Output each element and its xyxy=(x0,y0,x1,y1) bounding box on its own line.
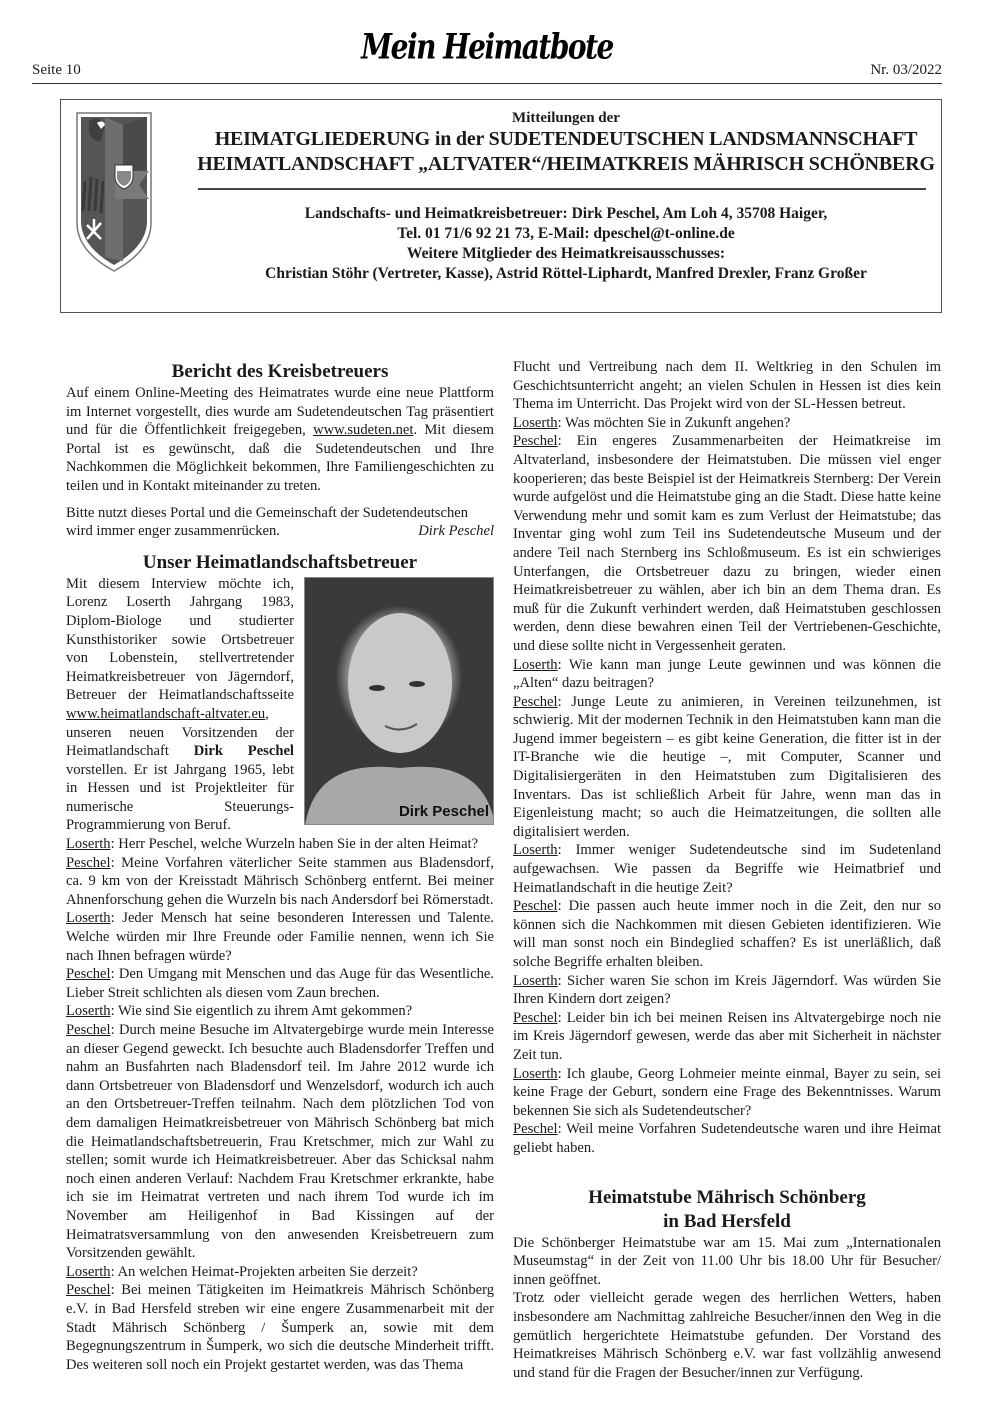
qa-item xyxy=(66,1281,494,1374)
org-title-line-1: HEIMATGLIEDERUNG in der SUDETENDEUTSCHEN LANDSMANNSCHAFT xyxy=(214,128,918,150)
qa-item xyxy=(66,835,494,854)
speaker: Loserth xyxy=(66,1263,111,1280)
contact-line-3: Weitere Mitglieder des Heimatkreisausschusses: xyxy=(406,244,726,262)
speaker: Loserth xyxy=(513,656,558,673)
heimatstube-paragraph-2: Trotz oder vielleicht gerade wegen des herrlichen Wetters, haben insbesondere am Nachmittag zahlreiche Besucher/innen den Weg in die gemütlich hergerichtete Heimatstube gefunden. Der Vorstand des Heimatkreises Mährisch Schönberg e.V. war fast vollzählig anwesend und stand für die Fragen der Besucher/innen zur Verfügung. xyxy=(513,1290,941,1381)
organization-info-box xyxy=(60,99,942,313)
text: . Mit diesem Portal ist es gewünscht, daß die Sudetendeutschen und Ihre Nachkommen die Möglichkeit bekommen, Ihre Familiengeschichten zu teilen und in Kontakt miteinander zu treten. xyxy=(66,422,494,494)
heimatstube-article xyxy=(513,1186,941,1383)
qa-item xyxy=(513,897,941,971)
text: : Bei meinen Tätigkeiten im Heimatkreis Mährisch Schönberg e.V. in Bad Hersfeld streben wir eine engere Zusammenarbeit mit der Stadt Mährisch Schönberg / Šumperk an, sowie mit dem Begegnungszentrum in Šumperk, wo sich die deutsche Minderheit trifft. Des weiteren soll noch ein Projekt gestartet werden, was das Thema xyxy=(66,1282,494,1373)
text: : Junge Leute zu animieren, in Vereinen teilzunehmen, ist schwierig. Mit der modernen Technik in den Heimatstuben kann man die Jugend immer begeistern – es gibt keine Generation, die fitter ist in der IT-Branche wie die heutige –, mit Computer, Scanner und Digitalisiergeräten in den Heimatstuben zum Digitalisieren des Inventars. Das ist schließlich Arbeit für Jahre, wenn man das in Eigenleistung macht; so auch die Heimatzeitungen, die sollten alle digitalisiert werden. xyxy=(513,693,941,840)
contact-line-1: Landschafts- und Heimatkreisbetreuer: Dirk Peschel, Am Loh 4, 35708 Haiger, xyxy=(304,204,828,222)
speaker: Loserth xyxy=(66,836,111,853)
issue-number: Nr. 03/2022 xyxy=(870,62,942,78)
qa-item xyxy=(513,1009,941,1065)
organization-text xyxy=(196,100,936,284)
article-heading-bericht: Bericht des Kreisbetreuers xyxy=(171,361,389,382)
qa-item xyxy=(513,1065,941,1121)
text: : Den Umgang mit Menschen und das Auge für das Wesentliche. Lieber Streit schlichten als diesen vom Zaun brechen. xyxy=(66,966,494,1001)
text: : Weil meine Vorfahren Sudetendeutsche waren und ihre Heimat geliebt haben. xyxy=(513,1121,941,1156)
speaker: Peschel xyxy=(66,966,111,983)
intro-line: Mitteilungen der xyxy=(512,110,620,126)
contact-line-4: Christian Stöhr (Vertreter, Kasse), Astrid Röttel-Liphardt, Manfred Drexler, Franz Großer xyxy=(265,264,867,282)
text: : Leider bin ich bei meinen Reisen ins Altvatergebirge noch nie im Kreis Jägerndorf gewesen, werde das aber mit Sicherheit in nächster Zeit tun. xyxy=(513,1009,941,1063)
speaker: Loserth xyxy=(513,842,558,859)
page-header xyxy=(32,25,942,84)
qa-item xyxy=(513,414,941,433)
masthead-logo: Mein Heimatbote xyxy=(361,25,613,68)
speaker: Loserth xyxy=(513,414,558,431)
bericht-paragraph-1 xyxy=(66,384,494,496)
text: : An welchen Heimat-Projekten arbeiten Sie derzeit? xyxy=(110,1263,418,1280)
sudeten-link[interactable]: www.sudeten.net xyxy=(313,422,414,439)
text: : Die passen auch heute immer noch in die Zeit, den nur so können sich die Nachkommen mit diesen Gebieten identifizieren. Wie will man sonst noch ein Bindeglied schaffen? Es ist unerläßlich, daß solche Begriffe erhalten bleiben. xyxy=(513,898,941,970)
signature: Dirk Peschel xyxy=(418,523,494,540)
text: wird immer enger zusammenrücken. xyxy=(66,523,280,540)
qa-item xyxy=(513,693,941,842)
bericht-closing xyxy=(66,522,494,541)
text: Auf einem Online-Meeting des Heimatrates wurde eine neue Plattform im Internet vorgestellt, dies wurde am Sudetendeutschen Tag präsentiert und für die Öffentlichkeit freigegeben, xyxy=(66,385,494,439)
text: Bitte nutzt dieses Portal und die Gemeinschaft der Sudetendeutschen xyxy=(66,504,469,521)
text: Mit diesem Interview möchte ich, Lorenz Loserth Jahrgang 1983, Diplom-Biologe und studierter Kunsthistoriker sowie Ortsbetreuer von Lobenstein, stellvertretender Heimatkreisbetreuer von Jägerndorf, Betreuer der Heimatlandschaftsseite xyxy=(66,575,294,704)
text: : Ich glaube, Georg Lohmeier meinte einmal, Bayer zu sein, sei keine Frage der Geburt, sondern eine Frage des Bekenntnisses. Warum bekennen Sie sich als Sudetendeutscher? xyxy=(513,1065,941,1119)
speaker: Peschel xyxy=(66,854,111,871)
bericht-paragraph-2 xyxy=(66,504,494,523)
article-heading-heimatstube-1: Heimatstube Mährisch Schönberg xyxy=(588,1186,866,1208)
qa-item xyxy=(66,1263,494,1282)
qa-item xyxy=(66,1002,494,1021)
contact-line-2: Tel. 01 71/6 92 21 73, E-Mail: dpeschel@t-online.de xyxy=(397,224,735,242)
qa-item xyxy=(513,432,941,655)
qa-item xyxy=(66,965,494,1002)
qa-item xyxy=(66,854,494,910)
speaker: Peschel xyxy=(513,693,558,710)
photo-caption: Dirk Peschel xyxy=(398,803,489,821)
text: : Wie sind Sie eigentlich zu ihrem Amt gekommen? xyxy=(110,1003,413,1020)
heimatstube-paragraph-1: Die Schönberger Heimatstube war am 15. Mai zum „Internationalen Museumstag“ in der Zeit von 11.00 Uhr bis 18.00 Uhr für Besucher/ innen geöffnet. xyxy=(513,1234,941,1288)
text: vorstellen. Er ist Jahrgang 1965, lebt in Hessen und ist Projektleiter für numerische Steuerungs-Programmierung von Beruf. xyxy=(66,761,294,834)
qa-item xyxy=(66,1021,494,1263)
speaker: Peschel xyxy=(66,1282,111,1299)
article-heading-heimatstube-2: in Bad Hersfeld xyxy=(663,1210,791,1232)
heimatlandschaft-link[interactable]: www.heimatlandschaft-altvater.eu xyxy=(66,705,266,722)
qa-item xyxy=(513,656,941,693)
speaker: Peschel xyxy=(513,1121,558,1138)
article-heading-interview: Unser Heimatlandschaftsbetreuer xyxy=(142,551,418,573)
right-column xyxy=(513,358,941,1382)
text: : Was möchten Sie in Zukunft angehen? xyxy=(557,414,791,431)
text: : Jeder Mensch hat seine besonderen Interessen und Talente. Welche würden mir Ihre Freunde oder Familie nennen, wenn ich Sie nach Ihnen befragen würde? xyxy=(66,910,494,964)
qa-item xyxy=(513,972,941,1009)
org-title-line-2: HEIMATLANDSCHAFT „ALTVATER“/HEIMATKREIS MÄHRISCH SCHÖNBERG xyxy=(197,153,935,175)
speaker: Loserth xyxy=(66,1003,111,1020)
qa-item xyxy=(513,841,941,897)
interview-continuation: Flucht und Vertreibung nach dem II. Weltkrieg in den Schulen im Geschichtsunterricht angeht; an vielen Schulen in Hessen ist dies kein Thema im Unterricht. Das Projekt wird von der SL-Hessen betreut. xyxy=(513,359,941,413)
text: : Ein engeres Zusammenarbeiten der Heimatkreise im Altvaterland, insbesondere der Heimatstuben. Die müssen viel enger kooperieren; das beste Beispiel ist der Heimatkreis Sternberg: Der Verein wurde aufgelöst und die Heimatstube ging an die Stadt. Diese hatte keine Verwendung mehr und somit kam es zum Verlust der Heimatstube; das Inventar ging wohl zum Teil ins Sudetendeutsche Museum und der andere Teil nach Sternberg ins Schloßmuseum. Es ist ein schwieriges Unterfangen, die Ortsbetreuer dazu zu bringen, wieder einen Heimatkreisbetreuer zu wählen, aber ich bin an dem Thema dran. Es muß für die Zukunft verhindert werden, daß Heimatstuben geschlossen werden, denn diese bewahren einen Teil der Vertriebenen-Geschichte, und diese sollte nicht in Vergessenheit geraten. xyxy=(513,433,941,654)
text: , unseren neuen Vorsitzenden der Heimatlandschaft xyxy=(66,705,294,760)
qa-item xyxy=(513,1120,941,1157)
speaker: Peschel xyxy=(66,1022,111,1038)
divider xyxy=(198,188,926,190)
speaker: Peschel xyxy=(513,433,558,450)
text: : Herr Peschel, welche Wurzeln haben Sie in der alten Heimat? xyxy=(110,836,479,853)
speaker: Loserth xyxy=(513,972,558,989)
interview-intro xyxy=(66,575,494,835)
coat-of-arms-icon xyxy=(75,111,153,273)
speaker: Loserth xyxy=(66,910,111,927)
text: : Durch meine Besuche im Altvatergebirge wurde mein Interesse an dieser Gegend geweckt. Ich besuchte auch Bladensdorfer Treffen und nahm an Busfahrten nach Bladensdorf teil. Im Jahre 2012 wurde ich dann Ortsbetreuer von Bladensdorf und Wenzelsdorf, wodurch ich auch an den Ortsbetreuer-Treffen teilnahm. Nach dem plötzlichen Tod von dem damaligen Heimatkreisbetreuer von Mährisch Schönberg bat mich die Heimatlandschaftsbetreuerin, Frau Kretschmer, mich zur Wahl zu stellen; somit wurde ich Heimatkreisbetreuer. Aber das Schicksal nahm noch einen anderen Verlauf: Nachdem Frau Kretschmer erkrankte, habe ich sie im Heimatrat vertreten und nach ihrem Tod wurde ich im November am Heiligenhof in Bad Kissingen auf der Heimatratsversammlung von den anwesenden Kreisbetreuern zum Vorsitzenden gewählt. xyxy=(66,1022,494,1262)
qa-left xyxy=(66,835,494,1374)
text: : Wie kann man junge Leute gewinnen und was können die „Alten“ dazu beitragen? xyxy=(513,656,941,692)
portrait-photo xyxy=(304,577,494,825)
text: : Sicher waren Sie schon im Kreis Jägerndorf. Was würden Sie Ihren Kindern dort zeigen? xyxy=(513,972,941,1008)
qa-item xyxy=(66,909,494,965)
speaker: Loserth xyxy=(513,1065,558,1082)
left-column xyxy=(66,360,494,1374)
page-number: Seite 10 xyxy=(32,62,81,78)
text: Dirk Peschel xyxy=(193,743,294,760)
speaker: Peschel xyxy=(513,1009,558,1026)
speaker: Peschel xyxy=(513,898,558,915)
text: : Immer weniger Sudetendeutsche sind im Sudetenland aufgewachsen. Wie passen da Begriffe wie Heimatbrief und Heimatlandschaft in die heutige Zeit? xyxy=(513,842,941,896)
text: : Meine Vorfahren väterlicher Seite stammen aus Bladensdorf, ca. 9 km von der Kreisstadt Mährisch Schönberg entfernt. Bei meiner Ahnenforschung gehen die Wurzeln bis nach Andersdorf bei Römerstadt. xyxy=(66,854,494,908)
